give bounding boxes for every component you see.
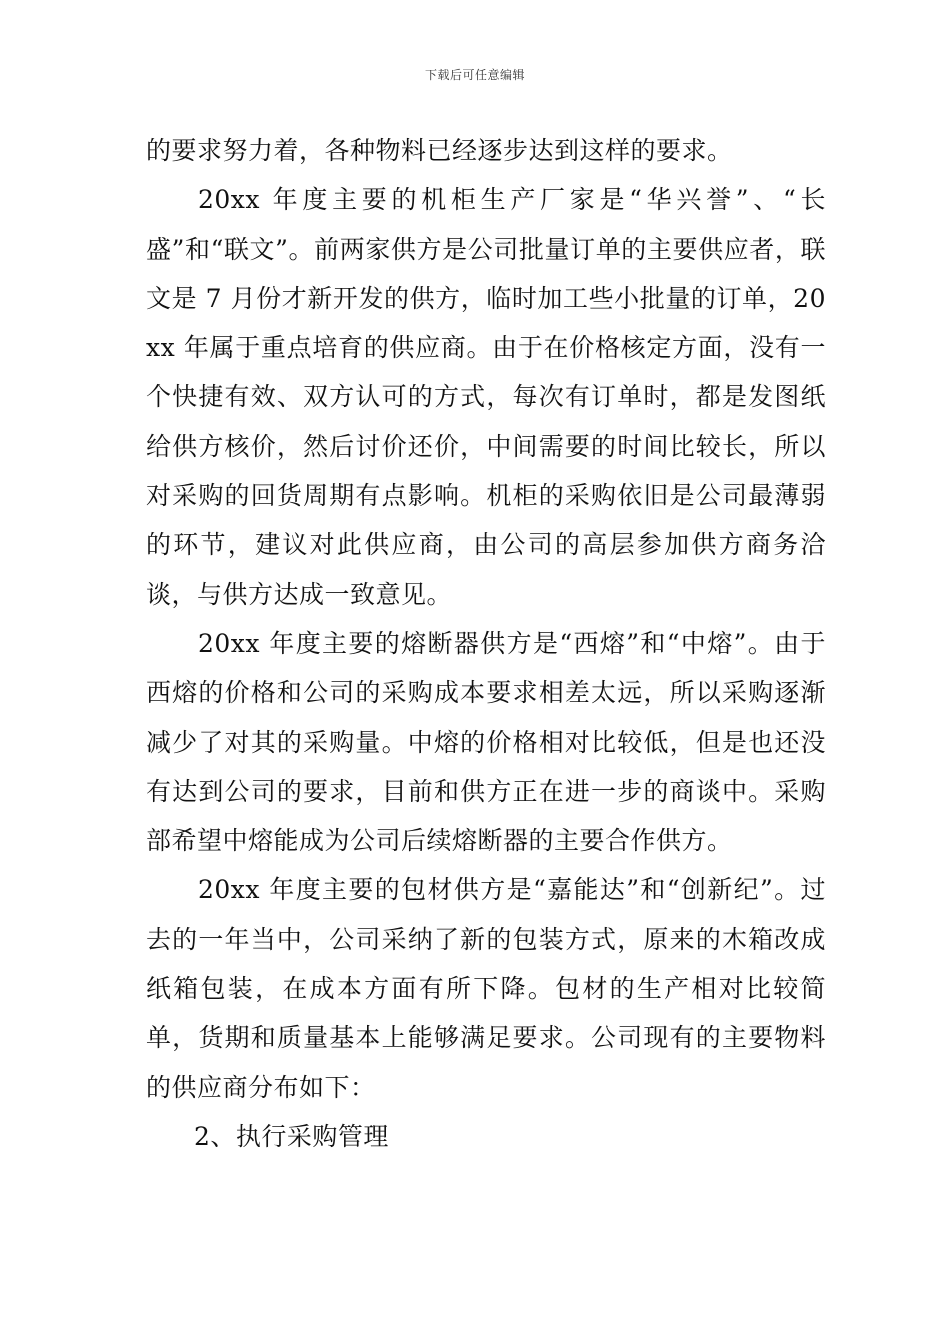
paragraph-cabinet-suppliers: 20xx 年度主要的机柜生产厂家是“华兴誉”、“长盛”和“联文”。前两家供方是公司批量订单的主要供应者，联文是 7 月份才新开发的供方，临时加工些小批量的订单，20xx 年属于重点培育的供应商。由于在价格核定方面，没有一个快捷有效、双方认可的方式，每次有订单时，都是发图纸给供方核价，然后讨价还价，中间需要的时间比较长，所以对采购的回货周期有点影响。机柜的采购依旧是公司最薄弱的环节，建议对此供应商，由公司的高层参加供方商务洽谈，与供方达成一致意见。 xyxy=(146,185,826,609)
paragraph-fuse-suppliers: 20xx 年度主要的熔断器供方是“西熔”和“中熔”。由于西熔的价格和公司的采购成本要求相差太远，所以采购逐渐减少了对其的采购量。中熔的价格相对比较低，但是也还没有达到公司的要求，目前和供方正在进一步的商谈中。采购部希望中熔能成为公司后续熔断器的主要合作供方。 xyxy=(146,628,826,856)
section-heading: 2、执行采购管理 xyxy=(194,1121,389,1151)
paragraph-packaging-suppliers: 20xx 年度主要的包材供方是“嘉能达”和“创新纪”。过去的一年当中，公司采纳了新的包装方式，原来的木箱改成纸箱包装，在成本方面有所下降。包材的生产相对比较简单，货期和质量基本上能够满足要求。公司现有的主要物料的供应商分布如下： xyxy=(146,875,826,1102)
page-header: 下载后可任意编辑 xyxy=(424,68,525,82)
paragraph-continuation: 的要求努力着，各种物料已经逐步达到这样的要求。 xyxy=(146,136,733,165)
document-body xyxy=(146,126,826,1161)
